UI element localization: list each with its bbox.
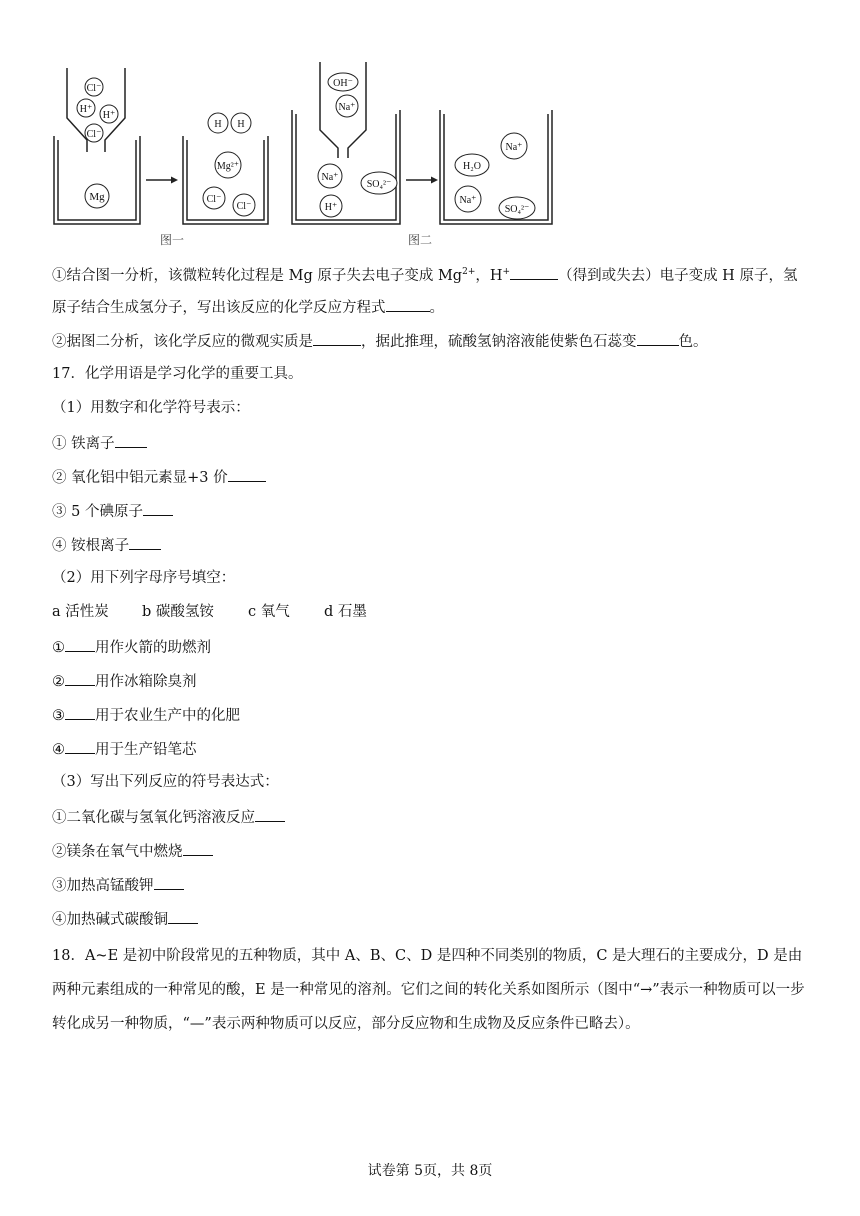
q16-line-1: ①结合图一分析，该微粒转化过程是 Mg 原子失去电子变成 $Mg^{2+}$，H+ （得到或失去）电子变成 H 原子，氢	[52, 262, 797, 286]
q17-part3: （3）写出下列反应的符号表达式：	[52, 774, 279, 790]
q17-part2: （2）用下列字母序号填空：	[52, 570, 236, 586]
answer-blank[interactable]	[129, 534, 161, 550]
reaction-figure	[50, 58, 570, 258]
ion-h: H⁺	[102, 110, 116, 121]
molecule-h2o: H₂O	[463, 161, 481, 172]
answer-blank[interactable]	[65, 738, 95, 754]
ion-na: Na⁺	[459, 195, 477, 206]
atom-h: H	[214, 119, 222, 130]
answer-blank[interactable]	[313, 330, 361, 346]
answer-blank[interactable]	[637, 330, 679, 346]
q17-p3-item: ①二氧化碳与氢氧化钙溶液反应	[52, 806, 285, 828]
page-footer: 试卷第 5页，共 8页	[367, 1163, 493, 1179]
answer-blank[interactable]	[115, 432, 147, 448]
ion-na: Na⁺	[321, 172, 339, 183]
q16-line-2: 原子结合生成氢分子，写出该反应的化学反应方程式 。	[52, 296, 444, 318]
q17-p2-item: ③ 用于农业生产中的化肥	[52, 704, 240, 726]
q17-p1-item: ③ 5 个碘原子	[52, 500, 173, 522]
q18-text: 18．A~E 是初中阶段常见的五种物质，其中 A、B、C、D 是四种不同类别的物质，C 是大理石的主要成分，D 是由两种元素组成的一种常见的酸，E 是一种常见的溶剂。它们之间的转化关系如图所示（图中“→”表示一种物质可以一步转化成另一种物质，“—”表示两种物质可以反应，部分反应物和生成物及反应条件已略去）。	[52, 948, 805, 1032]
answer-blank[interactable]	[228, 466, 266, 482]
option: d 石墨	[324, 604, 367, 620]
q17-title: 17．化学用语是学习化学的重要工具。	[52, 366, 303, 382]
ion-so4: SO₄²⁻	[504, 204, 530, 215]
q16-line-3: ②据图二分析，该化学反应的微观实质是 ，据此推理，硫酸氢钠溶液能使紫色石蕊变 色。	[52, 330, 708, 352]
q17-p2-item: ① 用作火箭的助燃剂	[52, 636, 211, 658]
answer-blank[interactable]	[255, 806, 285, 822]
q17-p3-item: ②镁条在氧气中燃烧	[52, 840, 213, 862]
option: b 碳酸氢铵	[142, 604, 214, 620]
ion-mg2: Mg²⁺	[216, 161, 240, 172]
answer-blank[interactable]	[65, 704, 95, 720]
ion-h: H⁺	[79, 104, 93, 115]
answer-blank[interactable]	[65, 670, 95, 686]
figure-caption-1: 图一	[159, 233, 185, 247]
q17-options	[52, 602, 367, 622]
ion-cl: Cl⁻	[206, 194, 222, 205]
answer-blank[interactable]	[154, 874, 184, 890]
answer-blank[interactable]	[168, 908, 198, 924]
answer-blank[interactable]	[183, 840, 213, 856]
ion-so4: SO₄²⁻	[366, 179, 392, 190]
ion-h: H⁺	[324, 202, 338, 213]
q17-p3-item: ④加热碱式碳酸铜	[52, 908, 198, 930]
ion-oh: OH⁻	[333, 78, 353, 89]
answer-blank[interactable]	[143, 500, 173, 516]
atom-h: H	[237, 119, 245, 130]
q17-p2-item: ② 用作冰箱除臭剂	[52, 670, 197, 692]
atom-mg: Mg	[89, 191, 105, 203]
answer-blank[interactable]	[386, 296, 430, 312]
q17-part1: （1）用数字和化学符号表示：	[52, 400, 250, 416]
answer-blank[interactable]	[510, 264, 558, 280]
ion-na: Na⁺	[338, 102, 356, 113]
answer-blank[interactable]	[65, 636, 95, 652]
ion-cl: Cl⁻	[86, 83, 102, 94]
option: a 活性炭	[52, 604, 109, 620]
q17-p3-item: ③加热高锰酸钾	[52, 874, 184, 896]
figure-caption-2: 图二	[407, 233, 433, 247]
ion-cl: Cl⁻	[236, 201, 252, 212]
q17-p1-item: ② 氧化铝中铝元素显+3 价	[52, 466, 266, 488]
q17-p1-item: ④ 铵根离子	[52, 534, 161, 556]
q17-p1-item: ① 铁离子	[52, 432, 147, 454]
q17-p2-item: ④ 用于生产铅笔芯	[52, 738, 197, 760]
ion-cl: Cl⁻	[86, 129, 102, 140]
ion-na: Na⁺	[505, 142, 523, 153]
option: c 氧气	[248, 604, 290, 620]
